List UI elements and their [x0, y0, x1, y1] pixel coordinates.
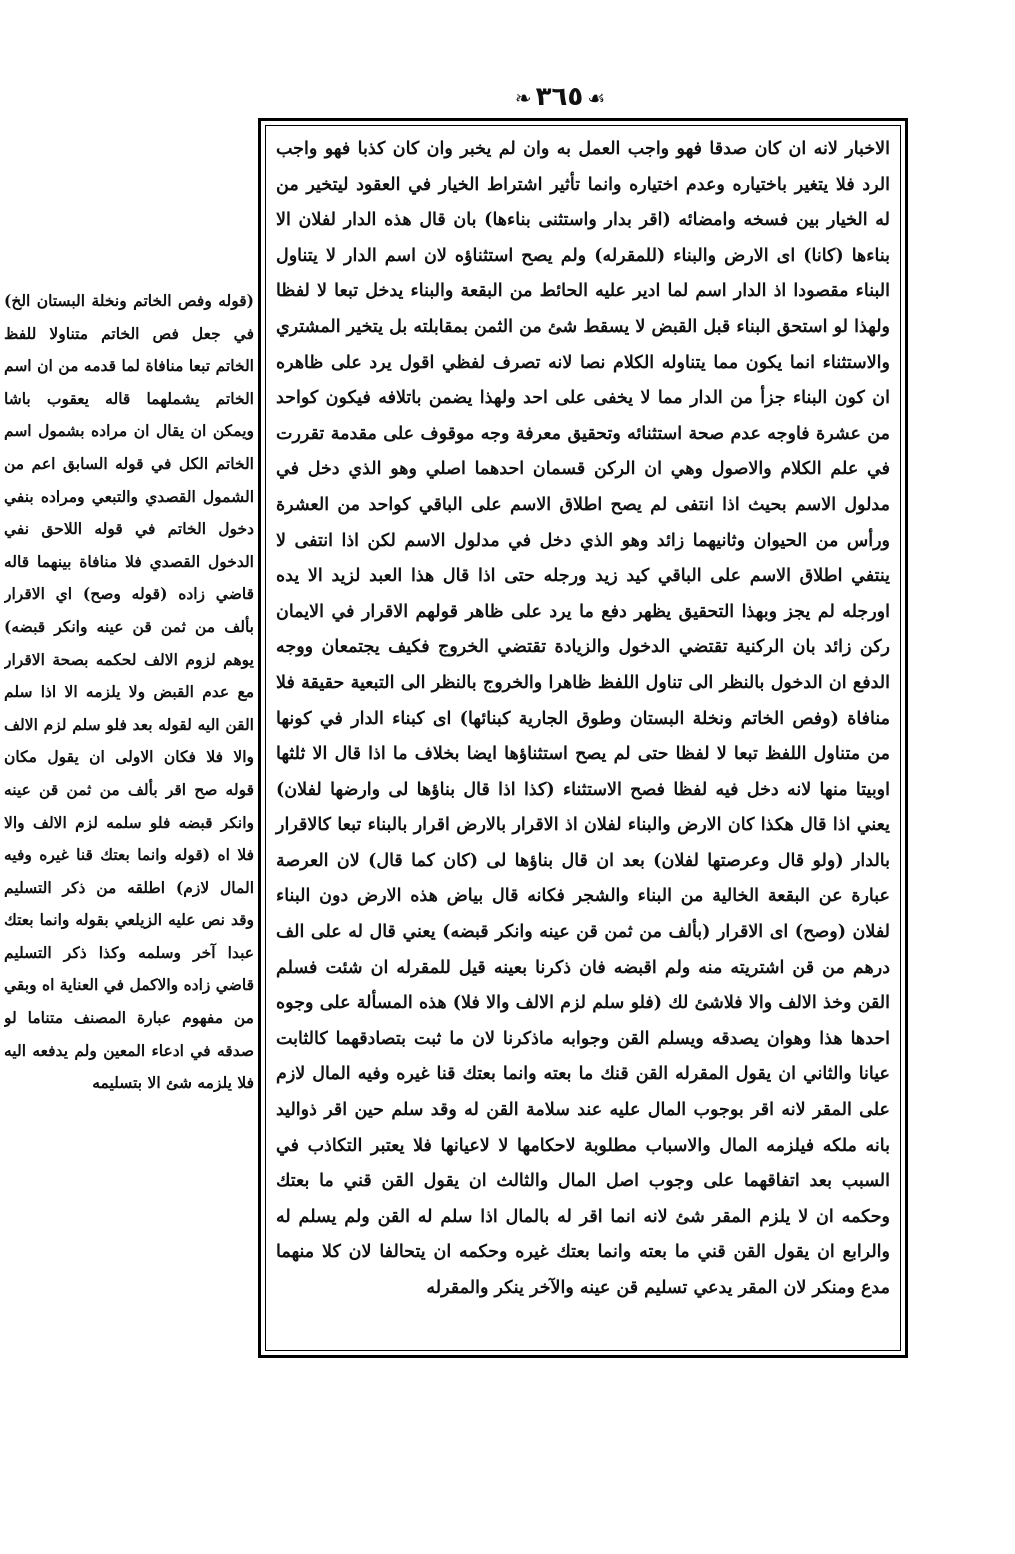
ornament-left-icon: ❧ [514, 85, 532, 110]
main-text-inner-border [265, 125, 901, 1351]
page-number [500, 80, 620, 114]
page-number-label: ٣٦٥ [535, 82, 584, 112]
margin-commentary-paragraph: (قوله وفص الخاتم ونخلة البستان الخ) في جعل فص الخاتم متناولا للفظ الخاتم تبعا منافاة لما قدمه من ان اسم الخاتم يشملهما قاله يعقوب باشا ويمكن ان يقال ان مراده بشمول اسم الخاتم الكل في قوله السابق اعم من الشمول القصدي والتبعي ومراده بنفي دخول الخاتم في قوله اللاحق نفي الدخول القصدي فلا منافاة بينهما قاله قاضي زاده (قوله وصح) اي الاقرار بألف من ثمن قن عينه وانكر قبضه) يوهم لزوم الالف لحكمه بصحة الاقرار مع عدم القبض ولا يلزمه الا اذا سلم القن اليه لقوله بعد فلو سلم لزم الالف والا فلا فكان الاولى ان يقول مكان قوله صح اقر بألف من ثمن قن عينه وانكر قبضه فلو سلمه لزم الالف والا فلا اه (قوله وانما بعتك قنا غيره وفيه المال لازم) اطلقه من ذكر التسليم وقد نص عليه الزيلعي بقوله وانما بعتك عبدا آخر وسلمه وكذا ذكر التسليم قاضي زاده والاكمل في العناية اه وبقي من مفهوم عبارة المصنف متناما لو صدقه في ادعاء المعين ولم يدفعه اليه فلا يلزمه شئ الا بتسليمه [4, 291, 254, 1093]
main-text-frame [258, 118, 908, 1358]
main-text-block [276, 132, 890, 1307]
main-text-paragraph: الاخبار لانه ان كان صدقا فهو واجب العمل به وان لم يخبر وان كان كذبا فهو واجب الرد فلا يتغير باختياره وعدم اختياره وانما تأثير اشتراط الخيار في العقود ليتخير من له الخيار بين فسخه وامضائه (اقر بدار واستثنى بناءها) بان قال هذه الدار لفلان الا بناءها (كانا) اى الارض والبناء (للمقرله) ولم يصح استثناؤه لان اسم الدار لا يتناول البناء مقصودا اذ الدار اسم لما ادير عليه الحائط من البقعة والبناء يدخل تبعا لا لفظا ولهذا لو استحق البناء قبل القبض لا يسقط شئ من الثمن بمقابلته بل يتخير المشتري والاستثناء انما يكون مما يتناوله الكلام نصا لانه تصرف لفظي اقول يرد على ظاهره ان كون البناء جزأ من الدار مما لا يخفى على احد ولهذا يضمن باتلافه فيكون كواحد من عشرة فاوجه عدم صحة استثنائه وتحقيق معرفة وجه موقوف على مقدمة تقررت في علم الكلام والاصول وهي ان الركن قسمان احدهما اصلي وهو الذي دخل في مدلول الاسم بحيث اذا انتفى لم يصح اطلاق الاسم على الباقي كواحد من العشرة ورأس من الحيوان وثانيهما زائد وهو الذي دخل في مدلول الاسم لكن اذا انتفى لا ينتفي اطلاق الاسم على الباقي كيد زيد ورجله حتى اذا قال هذا العبد لزيد الا يده اورجله لم يجز وبهذا التحقيق يظهر دفع ما يرد على ظاهر قولهم الاقرار في الايمان ركن زائد بان الركنية تقتضي الدخول والزيادة تقتضي الخروج فكيف يجتمعان ووجه الدفع ان الدخول بالنظر الى تناول اللفظ ظاهرا والخروج بالنظر الى التبعية حقيقة فلا منافاة (وفص الخاتم ونخلة البستان وطوق الجارية كبنائها) اى كبناء الدار في كونها من متناول اللفظ تبعا لا لفظا حتى لم يصح استثناؤها ايضا بخلاف ما اذا قال الا ثلثها اوبيتا منها لانه دخل فيه لفظا فصح الاستثناء (كذا اذا قال بناؤها لى وارضها لفلان) يعني اذا قال هكذا كان الارض والبناء لفلان اذ الاقرار بالارض اقرار بالبناء تبعا كالاقرار بالدار (ولو قال وعرصتها لفلان) بعد ان قال بناؤها لى (كان كما قال) لان العرصة عبارة عن البقعة الخالية من البناء والشجر فكانه قال بياض هذه الارض دون البناء لفلان (وصح) اى الاقرار (بألف من ثمن قن عينه وانكر قبضه) يعني قال له على الف درهم من قن اشتريته منه ولم اقبضه فان ذكرنا بعينه قيل للمقرله ان شئت فسلم القن وخذ الالف والا فلاشئ لك (فلو سلم لزم الالف والا فلا) هذه المسألة على وجوه احدها هذا وهوان يصدقه ويسلم القن وجوابه ماذكرنا لان ما ثبت بتصادقهما كالثابت عيانا والثاني ان يقول المقرله القن قنك ما بعته وانما بعتك قنا غيره وفيه المال لازم على المقر لانه اقر بوجوب المال عليه عند سلامة القن له وقد سلم حين اقر ذواليد بانه ملكه فيلزمه المال والاسباب مطلوبة لاحكامها لا لاعيانها فلا يعتبر التكاذب في السبب بعد اتفاقهما على وجوب اصل المال والثالث ان يقول القن قني ما بعتك وحكمه ان لا يلزم المقر شئ لانه انما اقر له بالمال اذا سلم له القن ولم يسلم له والرابع ان يقول القن قني ما بعته وانما بعتك غيره وحكمه ان يتحالفا لان كلا منهما مدع ومنكر لان المقر يدعي تسليم قن عينه والآخر ينكر والمقرله [276, 139, 890, 1298]
margin-commentary [4, 285, 254, 1165]
ornament-right-icon: ☙ [587, 85, 606, 110]
